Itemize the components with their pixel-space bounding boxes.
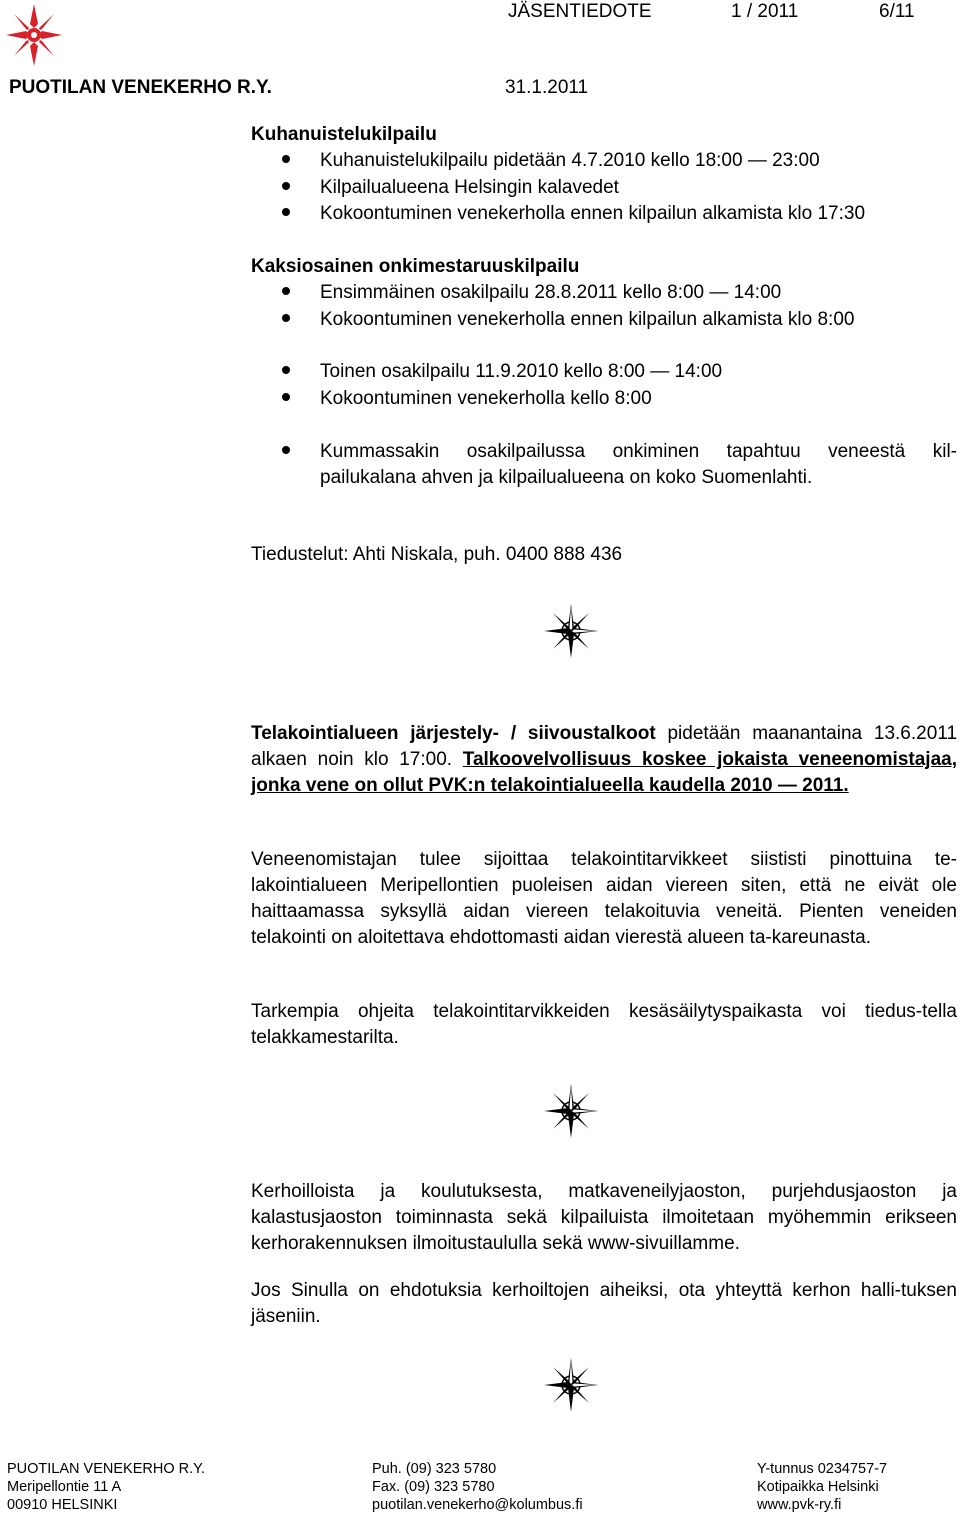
footer-phone: Puh. (09) 323 5780 [372, 1461, 497, 1477]
paragraph: Veneenomistajan tulee sijoittaa telakointitarvikkeet siististi pinottuina te-lakointialueen Meripellontien puoleisen aidan viereen siten, että ne eivät ole haittaamassa syksyllä aidan viereen telakoituvia veneitä. Pienten veneiden telakointi on aloitettava ehdottomasti aidan vierestä alueen ta-kareunasta. [251, 849, 957, 948]
list-item: Kuhanuistelukilpailu pidetään 4.7.2010 kello 18:00 — 23:00 [320, 150, 820, 171]
list-item-continued: pailukalana ahven ja kilpailualueena on koko Suomenlahti. [320, 467, 813, 488]
club-logo-icon [4, 2, 64, 68]
header-date: 31.1.2011 [505, 77, 589, 98]
bullet-icon [282, 314, 290, 322]
compass-rose-icon [544, 1084, 598, 1138]
footer-org: PUOTILAN VENEKERHO R.Y. [7, 1461, 205, 1477]
bullet-icon [282, 287, 290, 295]
compass-rose-icon [544, 1358, 598, 1412]
bullet-icon [282, 182, 290, 190]
compass-rose-icon [544, 604, 598, 658]
list-item: Kilpailualueena Helsingin kalavedet [320, 177, 619, 198]
bullet-icon [282, 366, 290, 374]
list-item: Kokoontuminen venekerholla ennen kilpailun alkamista klo 8:00 [320, 309, 855, 330]
footer-fax: Fax. (09) 323 5780 [372, 1479, 495, 1495]
bullet-icon [282, 208, 290, 216]
list-item: Ensimmäinen osakilpailu 28.8.2011 kello 8:00 — 14:00 [320, 282, 782, 303]
bullet-icon [282, 446, 290, 454]
org-name: PUOTILAN VENEKERHO R.Y. [9, 77, 272, 98]
page-number: 6/11 [879, 1, 915, 22]
bullet-icon [282, 155, 290, 163]
footer-address: Meripellontie 11 A [7, 1479, 122, 1495]
section-title: Kuhanuistelukilpailu [251, 124, 437, 145]
list-item: Toinen osakilpailu 11.9.2010 kello 8:00 — 14:00 [320, 361, 723, 382]
paragraph: Kerhoilloista ja koulutuksesta, matkaveneilyjaoston, purjehdusjaoston ja kalastusjaoston toiminnasta sekä kilpailuista ilmoitetaan myöhemmin erikseen kerhorakennuksen ilmoitustaululla sekä www-sivuillamme. [251, 1181, 957, 1254]
contact-line: Tiedustelut: Ahti Niskala, puh. 0400 888 436 [251, 544, 623, 565]
footer-city: 00910 HELSINKI [7, 1497, 118, 1513]
section-title: Kaksiosainen onkimestaruuskilpailu [251, 256, 580, 277]
doc-type: JÄSENTIEDOTE [508, 1, 652, 22]
talkoot-notice: Telakointialueen järjestely- / siivoustalkoot pidetään maanantaina 13.6.2011 alkaen noin klo 17:00. Talkoovelvollisuus koskee jokaista veneenomistajaa, jonka vene on ollut PVK:n telakointialueella kaudella 2010 — 2011. [251, 723, 958, 796]
footer-website: www.pvk-ry.fi [757, 1497, 842, 1513]
list-item: Kokoontuminen venekerholla ennen kilpailun alkamista klo 17:30 [320, 203, 866, 224]
issue-number: 1 / 2011 [731, 1, 799, 22]
list-item: Kokoontuminen venekerholla kello 8:00 [320, 388, 652, 409]
footer-domicile: Kotipaikka Helsinki [757, 1479, 879, 1495]
bullet-icon [282, 393, 290, 401]
paragraph: Tarkempia ohjeita telakointitarvikkeiden kesäsäilytyspaikasta voi tiedus-tella telakkamestarilta. [251, 1001, 957, 1048]
footer-email: puotilan.venekerho@kolumbus.fi [372, 1497, 583, 1513]
footer-business-id: Y-tunnus 0234757-7 [757, 1461, 888, 1477]
paragraph: Jos Sinulla on ehdotuksia kerhoiltojen aiheiksi, ota yhteyttä kerhon halli-tuksen jäseniin. [251, 1280, 957, 1327]
list-item: Kummassakin osakilpailussa onkiminen tapahtuu veneestä kil- [320, 441, 957, 462]
